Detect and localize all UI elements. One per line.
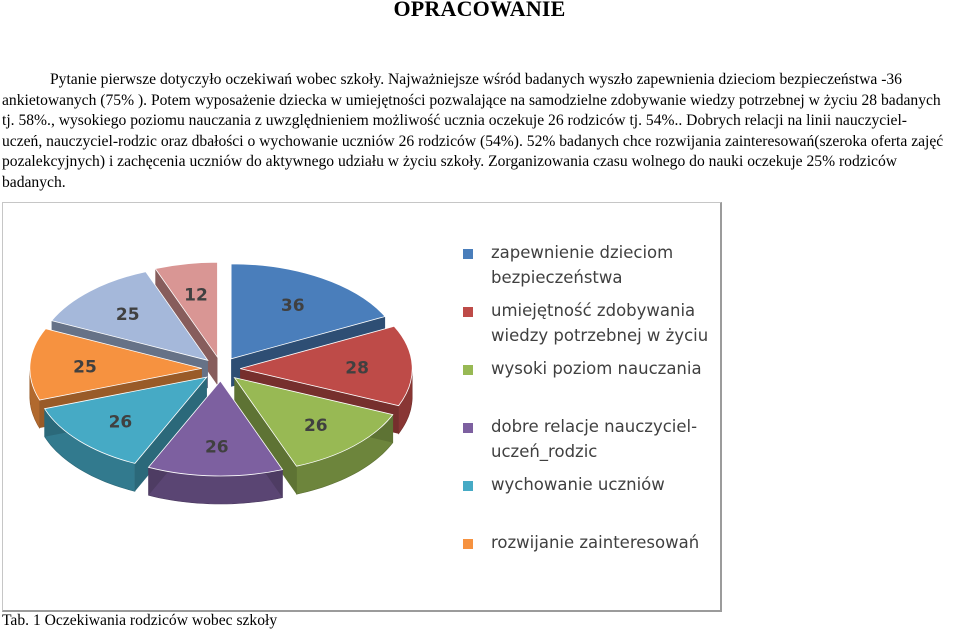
legend-swatch [463,539,473,549]
paragraph-line: uczeń, nauczyciel-rodzic oraz dbałości o wychowanie uczniów 26 rodziców (54%). 52% badanych chce rozwijania zainteresowań(szeroka oferta zajęć [2,132,944,150]
legend-label [491,530,699,555]
legend-label-line: uczeń_rodzic [491,442,598,461]
pie-data-label: 26 [204,437,229,458]
paragraph-line: Pytanie pierwsze dotyczyło oczekiwań wobec szkoły. Najważniejsze wśród badanych wyszło zapewnienia dzieciom bezpieczeństwa -36 [50,71,902,88]
pie-data-label: 36 [280,295,305,316]
legend-swatch [463,365,473,375]
pie-data-label: 26 [108,412,133,433]
legend-swatch [463,307,473,317]
legend-label [491,356,702,381]
legend-label-line: zapewnienie dzieciom [491,243,674,262]
legend-label-line: wychowanie uczniów [491,475,665,494]
page-title: OPRACOWANIE [393,0,566,21]
paragraph-line: ankietowanych (75% ). Potem wyposażenie dziecka w umiejętności pozwalające na samodzielne zdobywanie wiedzy potrzebnej w życiu 28 badanych [2,91,941,109]
pie-data-label: 25 [115,305,140,326]
paragraph-line: pozalekcyjnych) i zachęcenia uczniów do aktywnego udziału w życiu szkoły. Zorganizowania czasu wolnego do nauki oczekuje 25% rodziców [2,153,898,171]
pie-data-label: 25 [73,357,97,378]
table-caption: Tab. 1 Oczekiwania rodziców wobec szkoły [2,612,278,629]
legend-label-line: bezpieczeństwa [491,268,623,287]
legend-label-line: umiejętność zdobywania [491,301,696,320]
body-paragraph [2,70,957,194]
legend-label-line: wysoki poziom nauczania [491,359,702,378]
pie-data-label: 12 [184,285,208,306]
legend-swatch [463,481,473,491]
legend-label-line: dobre relacje nauczyciel- [491,417,698,436]
pie-data-label: 26 [303,416,328,436]
legend-label-line: rozwijanie zainteresowań [491,533,700,552]
legend-swatch [463,423,473,433]
legend-label [491,240,673,290]
legend-label [491,298,708,348]
legend-label [491,414,697,464]
legend-label-line: wiedzy potrzebnej w życiu [491,326,709,345]
legend-swatch [463,249,473,259]
paragraph-line: badanych. [2,173,66,191]
pie-data-label: 28 [345,358,369,379]
legend-label [491,472,665,497]
pie-chart [2,202,722,612]
paragraph-line: tj. 58%., wysokiego poziomu nauczania z uwzględnieniem możliwość ucznia oczekuje 26 rodziców tj. 54%.. Dobrych relacji na linii nauczyciel- [2,112,907,130]
